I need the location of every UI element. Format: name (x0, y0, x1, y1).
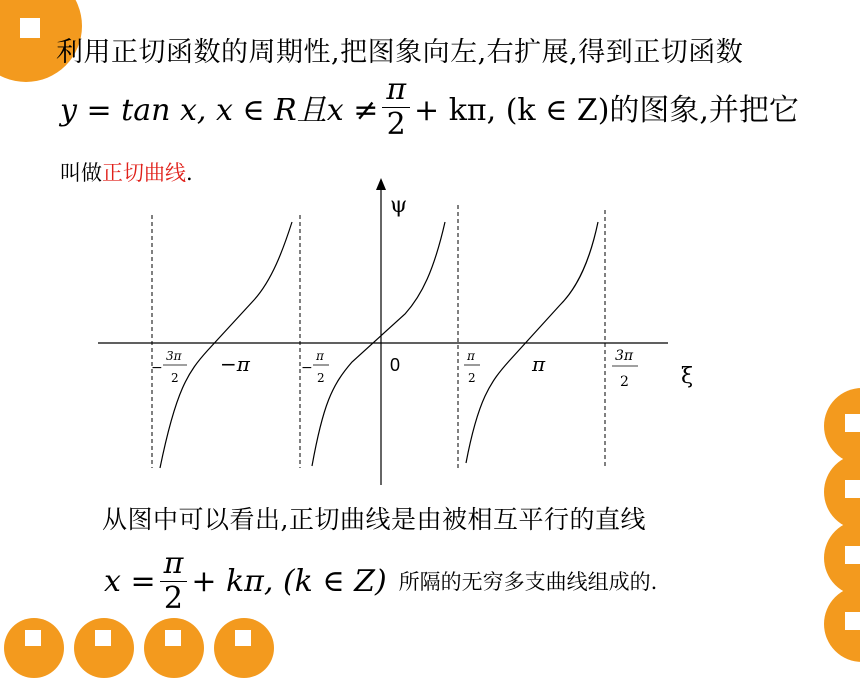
formula1-frac-den: 2 (386, 106, 406, 142)
formula2-fraction (160, 545, 188, 616)
definition-suffix: . (186, 161, 193, 185)
tick-neg-3pi-2 (151, 349, 187, 385)
tick-neg-pi-2-sign: − (301, 360, 313, 376)
tick-3pi-2 (612, 348, 638, 390)
x-axis-label: ξ (681, 364, 694, 389)
tick-pi: π (532, 352, 546, 376)
tick-3pi-2-num: 3π (615, 348, 634, 364)
tick-neg-pi-2-num: π (316, 349, 324, 363)
formula2-tail: 所隔的无穷多支曲线组成的. (398, 570, 658, 594)
formula2-frac-num: π (160, 549, 188, 582)
tick-pi-2 (464, 349, 480, 385)
formula1-lhs: y = tan x, x ∈ R且x ≠ (60, 93, 379, 128)
tangent-branch-2 (312, 222, 445, 466)
tick-neg-3pi-2-den: 2 (171, 371, 179, 385)
formula2-rhs: + kπ, (k ∈ Z) (191, 563, 387, 599)
tick-neg-pi-2-den: 2 (317, 371, 325, 385)
tick-neg-pi: −π (220, 352, 250, 376)
tick-neg-3pi-2-num: 3π (166, 349, 182, 363)
tick-pi-2-num: π (467, 349, 475, 363)
origin-label: 0 (390, 355, 401, 375)
y-axis-arrow (376, 178, 386, 190)
definition-prefix: 叫做 (60, 161, 102, 185)
tick-neg-3pi-2-sign: − (151, 360, 163, 376)
tick-pi-2-den: 2 (468, 371, 476, 385)
tick-neg-pi-2 (301, 349, 329, 385)
y-axis-label: ψ (390, 193, 408, 218)
tick-3pi-2-den: 2 (620, 374, 629, 390)
asymptote-formula (104, 540, 657, 622)
formula2-lhs: x = (104, 563, 156, 599)
tangent-branch-1 (160, 222, 292, 468)
formula2-frac-den: 2 (163, 580, 183, 616)
formula1-rhs: + kπ, (k ∈ Z)的图象,并把它 (414, 93, 799, 128)
intro-text: 利用正切函数的周期性,把图象向左,右扩展,得到正切函数 (56, 37, 744, 68)
formula1-frac-num: π (382, 75, 410, 108)
tangent-curve-term: 正切曲线 (102, 161, 186, 185)
conclusion-text: 从图中可以看出,正切曲线是由被相互平行的直线 (102, 505, 646, 534)
